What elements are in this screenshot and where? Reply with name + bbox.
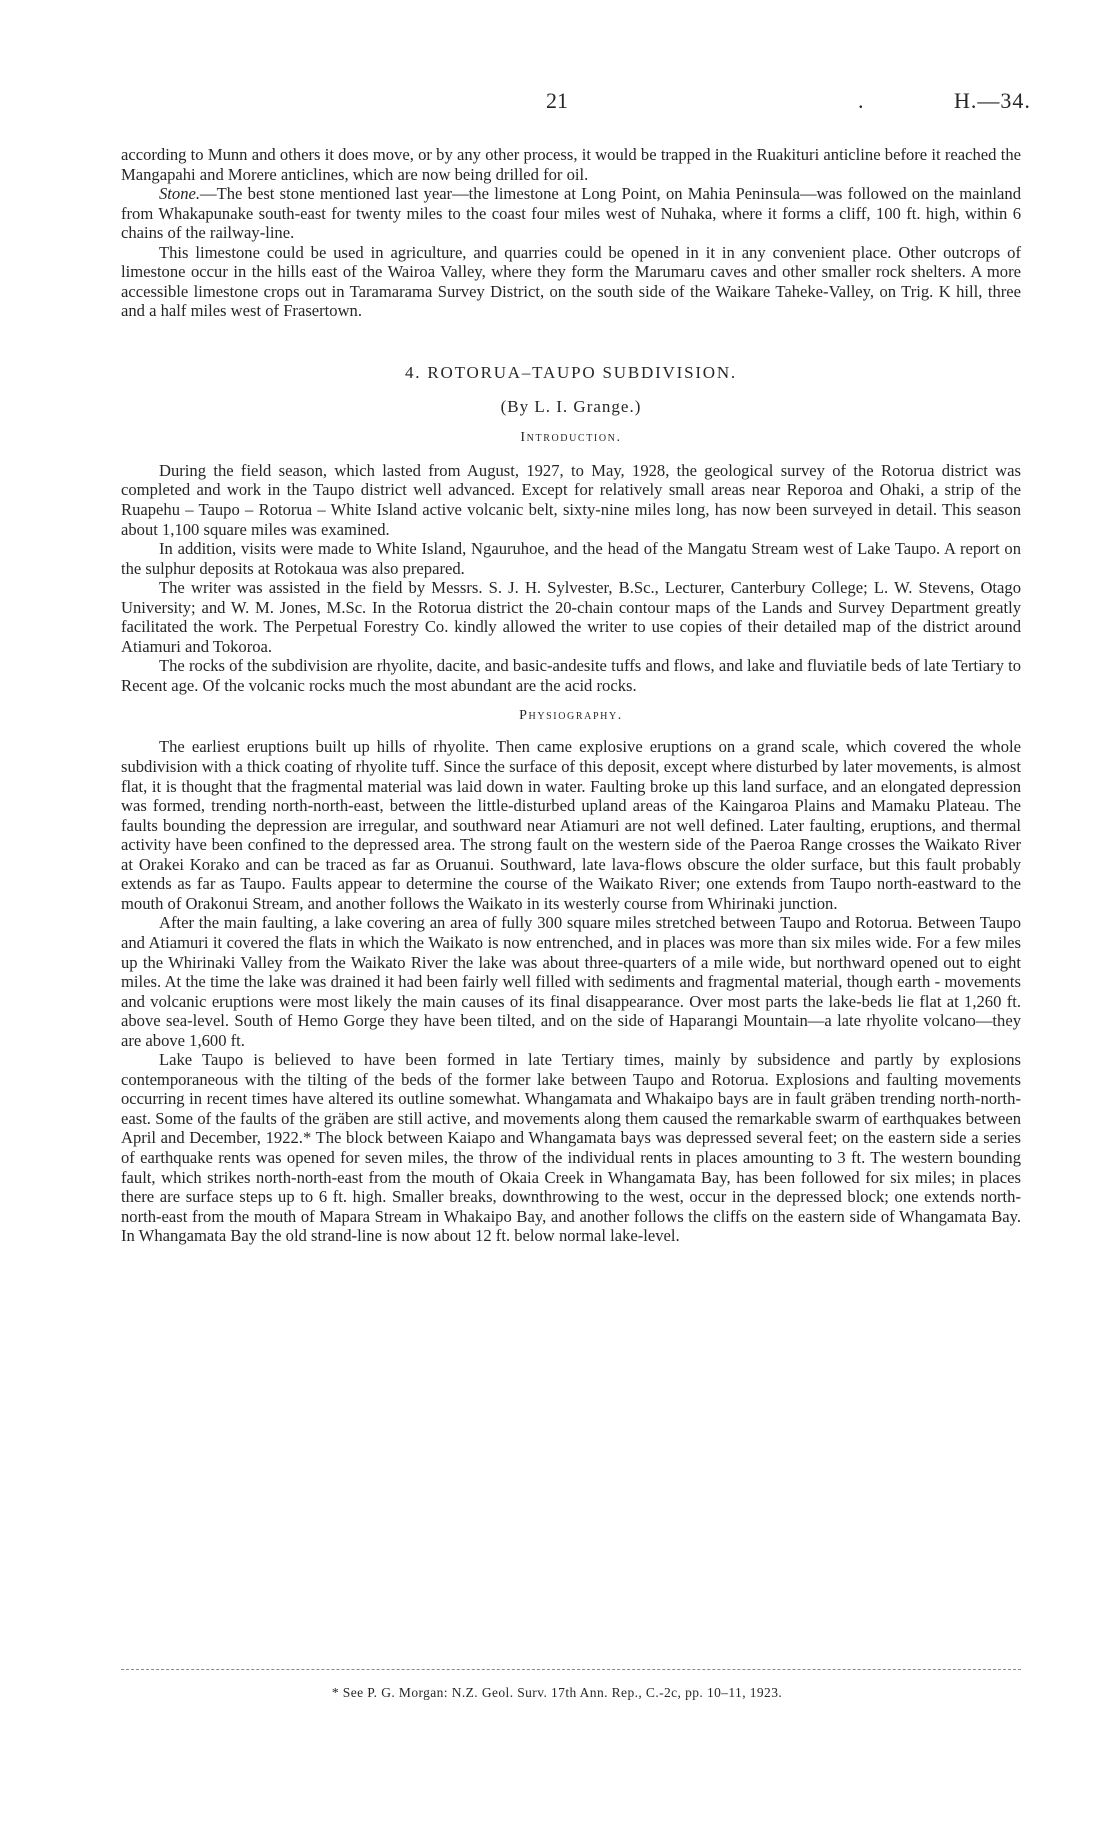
intro-paragraph: The rocks of the subdivision are rhyolite, dacite, and basic-andesite tuffs and flows, and lake and fluviatile beds of late Tertiary to Recent age. Of the volcanic rocks much the most abundant are the acid rocks.	[121, 656, 1021, 695]
introduction-heading: Introduction.	[520, 429, 622, 445]
page-number: 21	[546, 88, 568, 113]
footnote-rule	[121, 1669, 1021, 1670]
paragraph-limestone: This limestone could be used in agriculture, and quarries could be opened in it in any convenient place. Other outcrops of limestone occur in the hills east of the Wairoa Valley, where they form the Marumaru caves and other smaller rock shelters. A more accessible limestone crops out in Taramarama Survey District, on the south side of the Waikare Taheke-Valley, on Trig. K hill, three and a half miles west of Frasertown.	[121, 242, 1021, 321]
document-reference: H.—34.	[954, 88, 1031, 113]
intro-paragraph: The writer was assisted in the field by Messrs. S. J. H. Sylvester, B.Sc., Lecturer, Canterbury College; L. W. Stevens, Otago University; and W. M. Jones, M.Sc. In the Rotorua district the 20-chain contour maps of the Lands and Survey Department greatly facilitated the work. The Perpetual Forestry Co. kindly allowed the writer to use copies of their detailed map of the district around Atiamuri and Tokoroa.	[121, 578, 1021, 656]
stone-label: Stone.	[159, 184, 201, 204]
physiography-heading: Physiography.	[519, 708, 623, 724]
paragraph-continuation: according to Munn and others it does move, or by any other process, it would be trapped in the Ruakituri anticline before it reached the Mangapahi and Morere anticlines, which are now being drilled for oil.	[121, 145, 1021, 184]
physiography-paragraph: The earliest eruptions built up hills of rhyolite. Then came explosive eruptions on a grand scale, which covered the whole subdivision with a thick coating of rhyolite tuff. Since the surface of this deposit, except where disturbed by later movements, is almost flat, it is thought that the fragmental material was laid down in water. Faulting broke up this land surface, and an elongated depression was formed, trending north-north-east, between the little-disturbed upland areas of the Kaingaroa Plains and Mamaku Plateau. The faults bounding the depression are irregular, and southward near Atiamuri are not well defined. Later faulting, eruptions, and thermal activity have been confined to the depressed area. The strong fault on the western side of the Paeroa Range crosses the Waikato River at Orakei Korako and can be traced as far as Oruanui. Southward, late lava-flows obscure the older surface, but this fault probably extends as far as Taupo. Faults appear to determine the course of the Waikato River; one extends from Taupo north-eastward to the mouth of Orakonui Stream, and another follows the Waikato in its westerly course from Whirinaki junction.	[121, 737, 1021, 913]
stone-text: —The best stone mentioned last year—the limestone at Long Point, on Mahia Peninsula—was followed on the mainland from Whakapunake south-east for twenty miles to the coast four miles west of Nuhaka, where it forms a cliff, 100 ft. high, within 6 chains of the railway-line.	[121, 184, 1021, 243]
page-body	[121, 145, 1021, 1246]
page-header	[0, 88, 1114, 122]
intro-paragraph: During the field season, which lasted from August, 1927, to May, 1928, the geological survey of the Rotorua district was completed and work in the Taupo district well advanced. Except for relatively small areas near Reporoa and Ohaki, a strip of the Ruapehu – Taupo – Rotorua – White Island active volcanic belt, sixty-nine miles long, has now been surveyed in detail. This season about 1,100 square miles was examined.	[121, 460, 1021, 539]
header-separator: .	[858, 88, 864, 113]
paragraph-stone	[121, 184, 1021, 243]
section-title: 4. ROTORUA–TAUPO SUBDIVISION.	[405, 362, 737, 382]
intro-paragraph: In addition, visits were made to White Island, Ngauruhoe, and the head of the Mangatu Stream west of Lake Taupo. A report on the sulphur deposits at Rotokaua was also prepared.	[121, 539, 1021, 578]
physiography-paragraph: After the main faulting, a lake covering an area of fully 300 square miles stretched between Taupo and Rotorua. Between Taupo and Atiamuri it covered the flats in which the Waikato is now entrenched, and in places was more than six miles wide. For a few miles up the Whirinaki Valley from the Waikato River the lake was about three-quarters of a mile wide, but northward opened out to eight miles. At the time the lake was drained it had been fairly well filled with sediments and fragmental material, though earth - movements and volcanic eruptions were most likely the main causes of its final disappearance. Over most parts the lake-beds lie flat at 1,260 ft. above sea-level. South of Hemo Gorge they have been tilted, and on the side of Haparangi Mountain—a late rhyolite volcano—they are above 1,600 ft.	[121, 913, 1021, 1050]
section-byline: (By L. I. Grange.)	[500, 396, 642, 416]
physiography-paragraph: Lake Taupo is believed to have been formed in late Tertiary times, mainly by subsidence and partly by explosions contemporaneous with the tilting of the beds of the former lake between Taupo and Rotorua. Explosions and faulting movements occurring in recent times have altered its outline somewhat. Whangamata and Whakaipo bays are in fault gräben trending north-north-east. Some of the faults of the gräben are still active, and movements along them caused the remarkable swarm of earthquakes between April and December, 1922.* The block between Kaiapo and Whangamata bays was depressed several feet; on the eastern side a series of earthquake rents was opened for seven miles, the throw of the individual rents in places amounting to 3 ft. The western bounding fault, which strikes north-north-east from the mouth of Okaia Creek in Whangamata Bay, has been followed for six miles; in places there are surface steps up to 6 ft. high. Smaller breaks, downthrowing to the west, occur in the depressed block; one extends north-north-east from the mouth of Mapara Stream in Whakaipo Bay, and another follows the cliffs on the eastern side of Whangamata Bay. In Whangamata Bay the old strand-line is now about 12 ft. below normal lake-level.	[121, 1050, 1021, 1246]
footnote: * See P. G. Morgan: N.Z. Geol. Surv. 17th Ann. Rep., C.-2c, pp. 10–11, 1923.	[331, 1685, 783, 1700]
